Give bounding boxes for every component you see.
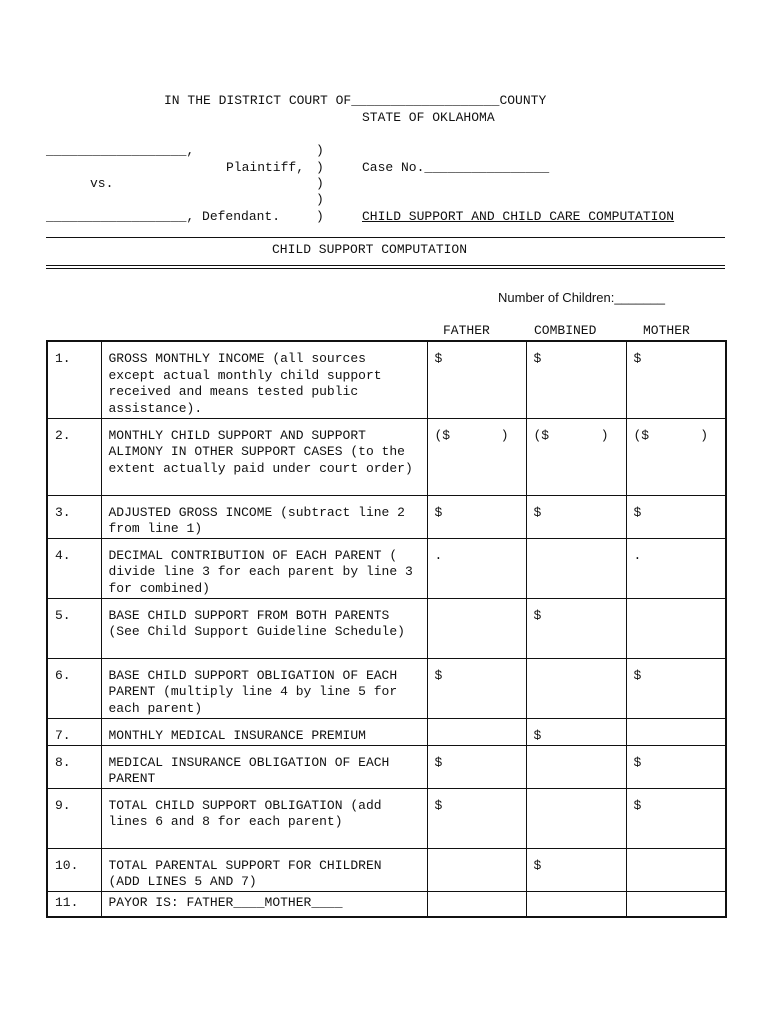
computation-table [46,340,727,918]
column-combined: COMBINED [534,323,597,338]
father-amount-cell[interactable] [427,891,526,917]
table-row [47,495,726,538]
father-amount-cell[interactable]: . [427,538,526,598]
father-amount-cell[interactable] [427,718,526,745]
line-number: 7. [47,718,101,745]
caption-paren: ) [316,176,324,191]
line-number: 2. [47,418,101,495]
table-row [47,598,726,658]
mother-amount-cell[interactable]: $ [626,495,726,538]
line-description: TOTAL PARENTAL SUPPORT FOR CHILDREN (ADD LINES 5 AND 7) [101,848,427,891]
defendant-line: __________________, Defendant. [46,209,281,224]
table-row [47,848,726,891]
court-line: IN THE DISTRICT COURT OF___________________COUNTY [164,93,547,108]
line-number: 5. [47,598,101,658]
section-title: CHILD SUPPORT COMPUTATION [272,242,468,257]
caption-paren: ) [316,160,324,175]
father-amount-cell[interactable]: $ [427,745,526,788]
father-amount-cell[interactable]: $ [427,341,526,418]
column-mother: MOTHER [643,323,690,338]
line-description: PAYOR IS: FATHER____MOTHER____ [101,891,427,917]
table-row [47,418,726,495]
line-description: MONTHLY MEDICAL INSURANCE PREMIUM [101,718,427,745]
combined-amount-cell[interactable] [526,788,626,848]
line-description: MONTHLY CHILD SUPPORT AND SUPPORT ALIMONY IN OTHER SUPPORT CASES (to the extent actually paid under court order) [101,418,427,495]
state-line: STATE OF OKLAHOMA [362,110,495,125]
combined-amount-cell[interactable] [526,658,626,718]
table-row [47,658,726,718]
combined-amount-cell[interactable] [526,745,626,788]
combined-amount-cell[interactable]: $ [526,341,626,418]
caption-paren: ) [316,192,324,207]
form-title: CHILD SUPPORT AND CHILD CARE COMPUTATION [362,209,675,224]
mother-amount-cell[interactable] [626,891,726,917]
mother-amount-cell[interactable]: $ [626,788,726,848]
line-number: 4. [47,538,101,598]
plaintiff-label: Plaintiff, [226,160,305,175]
combined-amount-cell[interactable]: $ [526,848,626,891]
combined-amount-cell[interactable]: $ [526,718,626,745]
amount-prefix: ($ [434,427,451,443]
table-row [47,745,726,788]
father-amount-cell[interactable]: $ [427,495,526,538]
divider [46,237,725,238]
line-number: 9. [47,788,101,848]
combined-amount-cell[interactable] [526,418,626,495]
amount-prefix: ($ [533,427,550,443]
table-row [47,891,726,917]
line-description: MEDICAL INSURANCE OBLIGATION OF EACH PARENT [101,745,427,788]
vs-label: vs. [90,176,114,191]
divider [46,265,725,266]
father-amount-cell[interactable] [427,848,526,891]
table-row [47,538,726,598]
father-amount-cell[interactable]: $ [427,788,526,848]
combined-amount-cell[interactable]: $ [526,598,626,658]
caption-paren: ) [316,143,324,158]
line-description: BASE CHILD SUPPORT OBLIGATION OF EACH PARENT (multiply line 4 by line 5 for each parent) [101,658,427,718]
mother-amount-cell[interactable] [626,598,726,658]
line-description: ADJUSTED GROSS INCOME (subtract line 2 from line 1) [101,495,427,538]
caption-paren: ) [316,209,324,224]
line-description: BASE CHILD SUPPORT FROM BOTH PARENTS (See Child Support Guideline Schedule) [101,598,427,658]
mother-amount-cell[interactable]: $ [626,745,726,788]
combined-amount-cell[interactable] [526,538,626,598]
line-description: TOTAL CHILD SUPPORT OBLIGATION (add lines 6 and 8 for each parent) [101,788,427,848]
mother-amount-cell[interactable]: $ [626,658,726,718]
line-description: DECIMAL CONTRIBUTION OF EACH PARENT ( divide line 3 for each parent by line 3 for combined) [101,538,427,598]
line-number: 11. [47,891,101,917]
mother-amount-cell[interactable] [626,418,726,495]
father-amount-cell[interactable] [427,598,526,658]
combined-amount-cell[interactable]: $ [526,495,626,538]
table-row [47,788,726,848]
mother-amount-cell[interactable]: $ [626,341,726,418]
divider [46,268,725,269]
children-count-field[interactable]: Number of Children:_______ [498,290,665,305]
father-amount-cell[interactable] [427,418,526,495]
line-number: 8. [47,745,101,788]
plaintiff-blank: __________________, [46,143,195,158]
amount-suffix: ) [700,427,708,443]
mother-amount-cell[interactable] [626,848,726,891]
column-father: FATHER [443,323,490,338]
line-number: 6. [47,658,101,718]
mother-amount-cell[interactable] [626,718,726,745]
line-number: 1. [47,341,101,418]
line-description: GROSS MONTHLY INCOME (all sources except actual monthly child support received and means tested public assistance). [101,341,427,418]
table-row [47,718,726,745]
case-number: Case No.________________ [362,160,550,175]
amount-suffix: ) [600,427,609,443]
amount-suffix: ) [500,427,509,443]
line-number: 10. [47,848,101,891]
line-number: 3. [47,495,101,538]
father-amount-cell[interactable]: $ [427,658,526,718]
amount-prefix: ($ [633,427,650,443]
mother-amount-cell[interactable]: . [626,538,726,598]
table-row [47,341,726,418]
combined-amount-cell[interactable] [526,891,626,917]
